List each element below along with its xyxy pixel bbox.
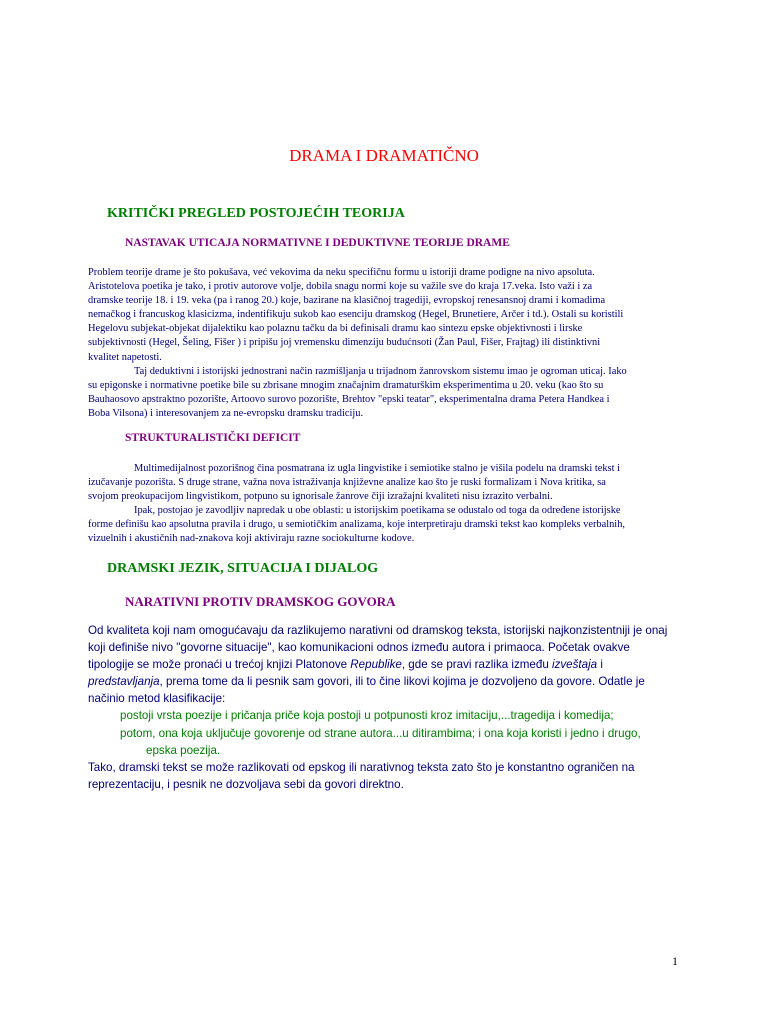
text-line: svojom preokupacijom lingvistikom, potpuno su ignorisale žanrove čiji izražajni kvaliteti nisu izrazito verbalni.: [88, 491, 553, 503]
text-line: [88, 673, 708, 690]
subsection-heading-narrative-vs-dramatic: NARATIVNI PROTIV DRAMSKOG GOVORA: [125, 594, 396, 609]
italic-text-republike: Republike: [350, 658, 402, 672]
text-line: kvalitet napetosti.: [88, 351, 162, 363]
text-line: dramske teorije 18. i 19. veka (pa i ranog 20.) koje, bazirane na klasičnoj tragediji, evropskoj renesansnoj drami i komadima: [88, 295, 606, 307]
text-line: koji definiše nivo "govorne situacije", kao komunikacioni odnos između autora i primaoca. Početak ovakve: [88, 641, 630, 655]
text-line: Multimedijalnost pozorišnog čina posmatrana iz ugla lingvistike i semiotike stalno je višila podelu na dramski tekst i: [134, 463, 620, 474]
text-line: Aristotelova poetika je tako, i protiv autorove volje, dobila snagu normi koje su važile sve do kraja 17.veka. Isto važi i za: [88, 281, 593, 293]
block-quote-line: postoji vrsta poezije i pričanja priče koja postoji u potpunosti kroz imitaciju,...tragedija i komedija;: [120, 709, 614, 723]
text-span: tipologije se može pronaći u trećoj knjizi Platonove: [88, 658, 351, 672]
text-line: Boba Vilsona) i interesovanjem za ne-evropsku dramsku tradiciju.: [88, 407, 364, 419]
document-title: DRAMA I DRAMATIČNO: [289, 146, 479, 165]
subsection-heading-normative-theory: NASTAVAK UTICAJA NORMATIVNE I DEDUKTIVNE TEORIJE DRAME: [125, 237, 510, 249]
text-line: vizuelnih i akustičnih nad-znakova koji aktiviraju razne sociokulturne kodove.: [88, 533, 415, 545]
text-line: Ipak, postojao je zavodljiv napredak u obe oblasti: u istorijskim poetikama se odustalo od toga da određene istorijske: [134, 505, 621, 517]
block-quote-line: potom, ona koja uključuje govorenje od strane autora...u ditirambima; i ona koja koristi i jedno i drugo,: [120, 726, 641, 740]
subsection-heading-structuralist-deficit: STRUKTURALISTIČKI DEFICIT: [125, 432, 301, 444]
section-heading-dramatic-language: DRAMSKI JEZIK, SITUACIJA I DIJALOG: [107, 561, 379, 576]
paragraph-multimedia-theatre: [88, 462, 686, 547]
text-span: i: [597, 658, 603, 672]
text-line: Bauhaosovo apstraktno pozorište, Artoovo surovo pozorište, Brehtov "epski teatar", eksperimentalna drama Petera Handkea i: [88, 393, 610, 405]
italic-text-predstavljanja: predstavljanja: [88, 675, 160, 689]
block-quote-line: epska poezija.: [146, 743, 221, 757]
text-line: izučavanje pozorišta. S druge strane, važna nova istraživanja književne analize kao što je ruski formalizam i Nova kritika, sa: [88, 477, 606, 489]
text-line: forme definišu kao apsolutna pravila i drugo, u semiotičkim analizama, koje interpretiraju dramski tekst kao kompleks verbalnih,: [88, 519, 625, 531]
text-line: Tako, dramski tekst se može razlikovati od epskog ili narativnog teksta zato što je konstantno ograničen na: [88, 760, 635, 774]
text-line: Od kvaliteta koji nam omogućavaju da razlikujemo narativni od dramskog teksta, istorijski najkonzistentniji je onaj: [88, 624, 668, 637]
text-line: nemačkog i francuskog klasicizma, indentifikuju sukob kao esenciju dramskog (Hegel, Brunetiere, Arčer i td.). Ostali su koristili: [88, 309, 624, 321]
section-heading-critical-review: KRITIČKI PREGLED POSTOJEĆIH TEORIJA: [107, 206, 405, 221]
text-line: reprezentaciju, i pesnik ne dozvoljava sebi da govori direktno.: [88, 777, 404, 791]
paragraph-speech-situation: [88, 622, 708, 793]
italic-text-izvestaja: izveštaja: [552, 658, 598, 672]
text-line: Problem teorije drame je što pokušava, već vekovima da neku specifičnu formu u istoriji drame podigne na nivo apsoluta.: [88, 267, 595, 278]
text-span: , gde se pravi razlika između: [401, 658, 553, 672]
text-span: , prema tome da li pesnik sam govori, ili to čine likovi kojima je dozvoljeno da govore. Odatle je: [159, 675, 645, 689]
text-line: [88, 656, 708, 673]
text-line: su epigonske i normativne poetike bile su zbrisane mnogim značajnim dramaturškim eksperimentima u 20. veku (kao što su: [88, 379, 604, 391]
text-line: načinio metod klasifikacije:: [88, 692, 226, 706]
text-line: Hegelovu subjekat-objekat dijalektiku kao polaznu tačku da bi definisali dramu kao sintezu epske objektivnosti i lirske: [88, 323, 583, 335]
paragraph-problem-of-drama-theory: [88, 266, 686, 421]
page-number: 1: [672, 954, 678, 968]
text-line: subjektivnosti (Hegel, Šeling, Fišer ) i pripišu joj vremensku dimenziju budućnsoti (Žan Paul, Fišer, Frajtag) ili distinktivni: [88, 337, 601, 349]
text-line: Taj deduktivni i istorijski jednostrani način razmišljanja u trijadnom žanrovskom sistemu imao je ogroman uticaj. Iako: [134, 365, 627, 377]
